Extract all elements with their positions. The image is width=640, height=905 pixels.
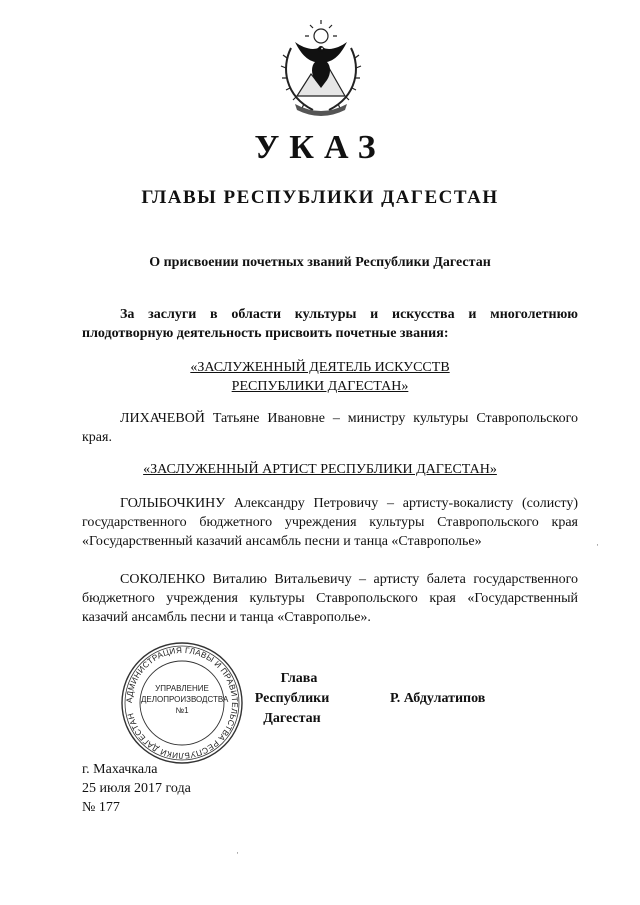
award-title-line: «ЗАСЛУЖЕННЫЙ ДЕЯТЕЛЬ ИСКУССТВ bbox=[190, 360, 450, 375]
document-issuer: ГЛАВЫ РЕСПУБЛИКИ ДАГЕСТАН bbox=[141, 187, 499, 208]
document-number: № 177 bbox=[82, 800, 120, 815]
recipient-entry bbox=[82, 570, 578, 627]
stamp-center-line: ДЕЛОПРОИЗВОДСТВА bbox=[141, 695, 229, 704]
document-footer bbox=[82, 760, 191, 817]
stamp-center-line: №1 bbox=[175, 706, 189, 715]
signatory-title-line: Глава bbox=[280, 671, 318, 686]
scan-mark: · bbox=[596, 540, 599, 550]
issue-place: г. Махачкала bbox=[82, 762, 158, 777]
coat-of-arms-icon bbox=[277, 18, 365, 118]
recipient-entry bbox=[82, 409, 578, 447]
stamp-center-text bbox=[141, 683, 229, 716]
award-title-line: «ЗАСЛУЖЕННЫЙ АРТИСТ РЕСПУБЛИКИ ДАГЕСТАН» bbox=[143, 462, 497, 477]
issue-date: 25 июля 2017 года bbox=[82, 781, 191, 796]
signatory-title-line: Республики Дагестан bbox=[254, 691, 330, 726]
recipient-details: Александру Петровичу – артисту-вокалисту (солисту) государственного бюджетного учреждения культуры Ставропольского края «Государственный казачий ансамбль песни и танца «Ставрополье» bbox=[82, 496, 579, 549]
recipient-details: Виталию Витальевичу – артисту балета государственного бюджетного учреждения культуры Ставропольского края «Государственный казачий ансамбль песни и танца «Ставрополье». bbox=[82, 572, 578, 625]
award-title-line: РЕСПУБЛИКИ ДАГЕСТАН» bbox=[231, 379, 409, 394]
document-subject: О присвоении почетных званий Республики Дагестан bbox=[149, 255, 491, 270]
document-title: УКАЗ bbox=[254, 129, 386, 166]
award-title bbox=[0, 460, 640, 479]
stamp-center-line: УПРАВЛЕНИЕ bbox=[155, 684, 209, 693]
recipient-surname: ГОЛЫБОЧКИНУ bbox=[120, 496, 226, 511]
scan-mark: · bbox=[236, 848, 239, 858]
signatory-name: Р. Абдулатипов bbox=[390, 691, 486, 706]
award-title bbox=[0, 358, 640, 396]
recipient-surname: СОКОЛЕНКО bbox=[120, 572, 206, 587]
preamble-paragraph: За заслуги в области культуры и искусства и многолетнюю плодотворную деятельность присвоить почетные звания: bbox=[82, 307, 578, 341]
signatory-title bbox=[232, 669, 352, 729]
recipient-details: Татьяне Ивановне – министру культуры Ставропольского края. bbox=[82, 411, 578, 445]
recipient-entry bbox=[82, 494, 578, 551]
recipient-surname: ЛИХАЧЕВОЙ bbox=[120, 411, 205, 426]
stamp-ring-text: АДМИНИСТРАЦИЯ ГЛАВЫ И ПРАВИТЕЛЬСТВА РЕСПУБЛИКИ ДАГЕСТАН bbox=[124, 645, 240, 761]
